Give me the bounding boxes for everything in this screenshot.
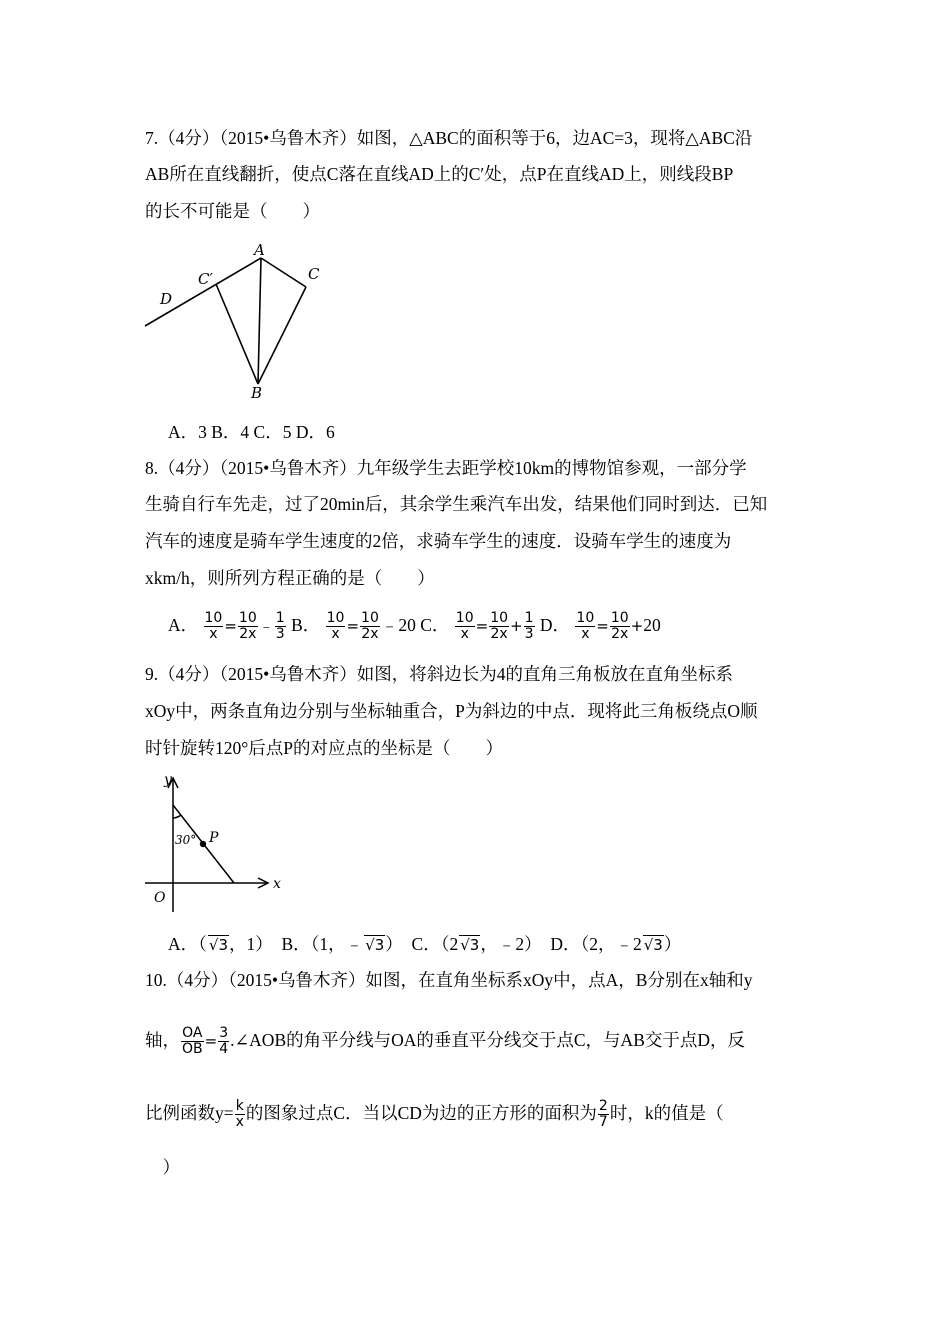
label-y: y xyxy=(164,772,172,788)
q8-option-a-label: A． xyxy=(168,615,199,635)
q8-option-b-label: B． xyxy=(291,615,321,635)
q8-option-c-label: C． xyxy=(420,615,450,635)
fraction: $\frac{10}{2x}$ xyxy=(361,610,379,643)
label-C: C xyxy=(308,265,320,283)
segment-CB xyxy=(258,287,306,384)
segment-AC xyxy=(261,258,306,287)
fraction: $\frac{10}{x}$ xyxy=(204,610,223,643)
segment-CpB xyxy=(216,284,258,384)
fraction-2-7: $\frac{2}{7}$ xyxy=(598,1098,608,1131)
q10-text-line3: 比例函数y= $\frac{k}{x}$ 的图象过点C．当以CD为边的正方形的面积为 $\frac{2}{7}$ 时，k的值是（ xyxy=(145,1098,724,1131)
q7-text-line1: 7.（4分）（2015•乌鲁木齐）如图，△ABC的面积等于6，边AC=3，现将△ABC沿 xyxy=(145,128,753,148)
label-P: P xyxy=(209,830,219,846)
fraction: $\frac{10}{2x}$ xyxy=(490,610,509,643)
q8-text-line2: 生骑自行车先走，过了20min后，其余学生乘汽车出发，结果他们同时到达．已知 xyxy=(145,494,768,514)
segment-AB xyxy=(258,258,261,384)
q8-option-d-label: D． xyxy=(539,615,571,635)
fraction-oa-ob: $\frac{OA}{OB}$ xyxy=(182,1025,203,1058)
fraction: $\frac{10}{2x}$ xyxy=(238,610,257,643)
angle-arc xyxy=(173,815,181,818)
q7-figure xyxy=(140,238,330,403)
fraction: $\frac{10}{x}$ xyxy=(455,610,474,643)
q9-option-b: B．（1，﹣ √3） xyxy=(281,934,403,954)
q9-option-a: A．（ √3，1） xyxy=(168,934,273,954)
label-30deg: 30° xyxy=(175,833,197,847)
fraction: $\frac{10}{2x}$ xyxy=(610,610,629,643)
q9-text-line1: 9.（4分）（2015•乌鲁木齐）如图，将斜边长为4的直角三角板放在直角坐标系 xyxy=(145,664,733,684)
label-O: O xyxy=(154,890,166,906)
sqrt-radical: √3 xyxy=(460,936,480,954)
q9-text-line2: xOy中，两条直角边分别与坐标轴重合，P为斜边的中点．现将此三角板绕点O顺 xyxy=(145,701,758,721)
fraction: $\frac{10}{x}$ xyxy=(576,610,595,643)
fraction: $\frac{10}{x}$ xyxy=(326,610,345,643)
q7-text-line3: 的长不可能是（ ） xyxy=(145,201,320,221)
label-D: D xyxy=(160,290,173,308)
q8-text-line4: xkm/h，则所列方程正确的是（ ） xyxy=(145,568,435,588)
q10-text-line2: 轴， $\frac{OA}{OB}$ = $\frac{3}{4}$ .∠AOB的角平分线与OA的垂直平分线交于点C，与AB交于点D，反 xyxy=(145,1025,746,1058)
label-B: B xyxy=(251,384,263,402)
point-P xyxy=(200,841,206,847)
q8-text-line3: 汽车的速度是骑车学生速度的2倍，求骑车学生的速度．设骑车学生的速度为 xyxy=(145,531,732,551)
q9-figure xyxy=(140,772,290,917)
q7-text-line2: AB所在直线翻折，使点C落在直线AD上的C′处，点P在直线AD上，则线段BP xyxy=(145,164,734,184)
label-x: x xyxy=(273,876,281,892)
sqrt-radical: √3 xyxy=(365,936,385,954)
sqrt-radical: √3 xyxy=(208,936,228,954)
fraction: $\frac{1}{3}$ xyxy=(524,610,534,643)
q9-option-d: D．（2，﹣2 √3） xyxy=(550,934,682,954)
q10-text-line4: ） xyxy=(145,1157,180,1177)
q10-text-line1: 10.（4分）（2015•乌鲁木齐）如图，在直角坐标系xOy中，点A，B分别在x轴和y xyxy=(145,970,753,990)
q9-option-c: C．（2 √3，﹣2） xyxy=(411,934,542,954)
label-Cprime: C′ xyxy=(198,270,213,288)
sqrt-radical: √3 xyxy=(643,936,663,954)
q8-text-line1: 8.（4分）（2015•乌鲁木齐）九年级学生去距学校10km的博物馆参观，一部分学 xyxy=(145,458,747,478)
q9-options xyxy=(168,932,681,956)
q7-options: A．3 B．4 C．5 D．6 xyxy=(168,422,335,442)
q9-text-line3: 时针旋转120°后点P的对应点的坐标是（ ） xyxy=(145,738,503,758)
fraction: $\frac{1}{3}$ xyxy=(275,610,285,643)
q8-options: A． $\frac{10}{x}$ = $\frac{10}{2x}$ ﹣ $\frac{1}{3}$ B． $\frac{10}{x}$ = $\frac{10}{2x}$ ﹣20 C． $\frac{10}{x}$ = $\frac{10}{2x}$ + $\frac{1}{3}$ D． $\frac{10}{x}$ = $\frac{10}{2x}$ +20 xyxy=(168,610,661,643)
fraction-k-x: $\frac{k}{x}$ xyxy=(235,1098,244,1131)
fraction-3-4: $\frac{3}{4}$ xyxy=(219,1025,229,1058)
label-A: A xyxy=(254,241,265,259)
